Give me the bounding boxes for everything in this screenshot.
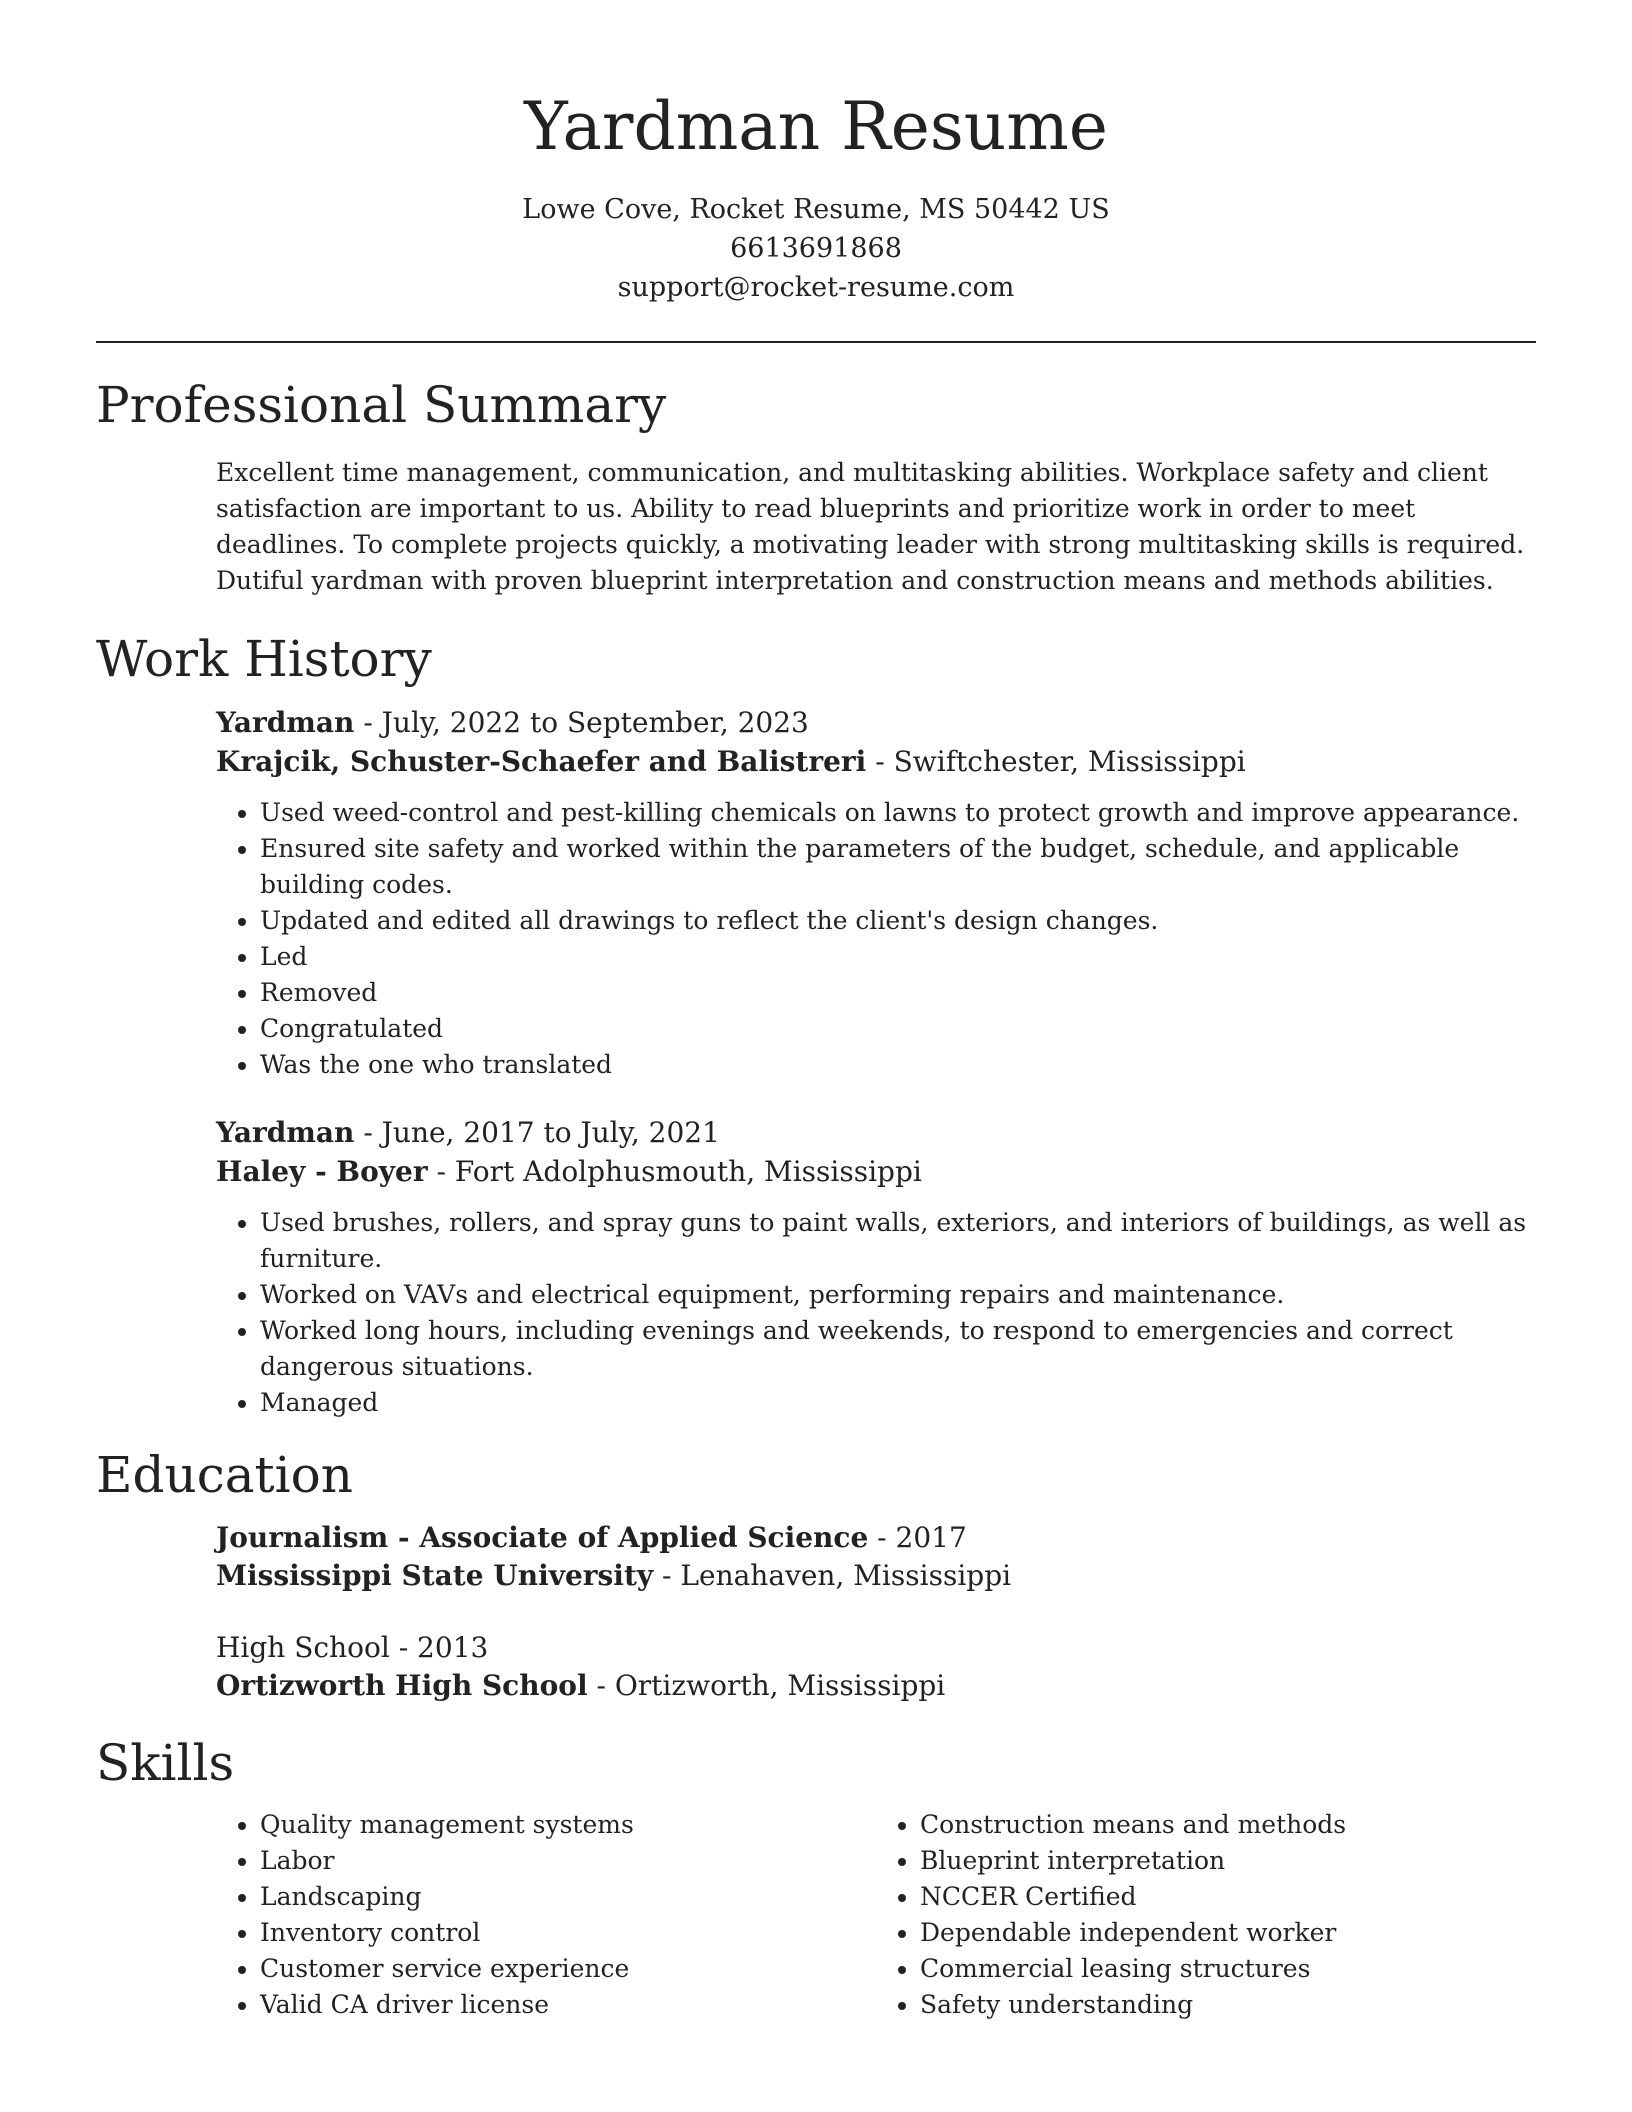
list-item: • Was the one who translated xyxy=(260,1047,1536,1083)
contact-info xyxy=(96,190,1536,307)
skills-list-left xyxy=(216,1807,876,2023)
work-history-section xyxy=(96,627,1536,1421)
education-degree-line xyxy=(216,1519,1536,1557)
education-degree-line xyxy=(216,1629,1536,1667)
list-item: • Commercial leasing structures xyxy=(920,1951,1536,1987)
skills-heading: Skills xyxy=(96,1734,235,1792)
education-location: - Lenahaven, Mississippi xyxy=(653,1559,1012,1592)
list-item: • Removed xyxy=(260,975,1536,1011)
list-item: • Used brushes, rollers, and spray guns to paint walls, exteriors, and interiors of buildings, as well as furniture. xyxy=(260,1205,1536,1277)
job-title: Yardman xyxy=(216,1116,355,1149)
list-item: • Used weed-control and pest-killing chemicals on lawns to protect growth and improve appearance. xyxy=(260,795,1536,831)
education-entry xyxy=(216,1629,1536,1705)
job-company-line xyxy=(216,742,1536,781)
work-history-heading: Work History xyxy=(96,630,432,688)
list-item: • Inventory control xyxy=(260,1915,876,1951)
list-item: • Worked long hours, including evenings and weekends, to respond to emergencies and correct dangerous situations. xyxy=(260,1313,1536,1385)
education-section xyxy=(96,1443,1536,1705)
job-company-line xyxy=(216,1152,1536,1191)
education-location: - Ortizworth, Mississippi xyxy=(587,1669,946,1702)
summary-text: Excellent time management, communication, and multitasking abilities. Workplace safety and client satisfaction are important to us. Ability to read blueprints and prioritize work in order to meet deadlines. To complete projects quickly, a motivating leader with strong multitasking skills is required. Dutiful yardman with proven blueprint interpretation and construction means and methods abilities. xyxy=(216,458,1525,595)
list-item: • Customer service experience xyxy=(260,1951,876,1987)
job-company: Haley - Boyer xyxy=(216,1155,428,1188)
list-item: • Led xyxy=(260,939,1536,975)
list-item: • Construction means and methods xyxy=(920,1807,1536,1843)
skills-list-right xyxy=(876,1807,1536,2023)
address: Lowe Cove, Rocket Resume, MS 50442 US xyxy=(522,194,1110,225)
skills-section xyxy=(96,1731,1536,2023)
job-location: - Fort Adolphusmouth, Mississippi xyxy=(427,1155,922,1188)
list-item: • Labor xyxy=(260,1843,876,1879)
job-entry xyxy=(216,1113,1536,1421)
list-item: • Managed xyxy=(260,1385,1536,1421)
education-heading: Education xyxy=(96,1446,353,1504)
job-bullets xyxy=(216,795,1536,1083)
job-company: Krajcik, Schuster-Schaefer and Balistreri xyxy=(216,745,867,778)
education-school-line xyxy=(216,1557,1536,1595)
list-item: • Ensured site safety and worked within the parameters of the budget, schedule, and applicable building codes. xyxy=(260,831,1536,903)
header-divider xyxy=(96,341,1536,343)
job-dates: - June, 2017 to July, 2021 xyxy=(354,1116,720,1149)
list-item: • Updated and edited all drawings to reflect the client's design changes. xyxy=(260,903,1536,939)
summary-section xyxy=(96,373,1536,599)
summary-heading: Professional Summary xyxy=(96,376,667,434)
education-year: - 2013 xyxy=(389,1631,489,1664)
education-year: - 2017 xyxy=(868,1521,967,1554)
job-title-line xyxy=(216,703,1536,742)
list-item: • Congratulated xyxy=(260,1011,1536,1047)
education-entry xyxy=(216,1519,1536,1595)
education-school: Mississippi State University xyxy=(216,1559,654,1592)
email: support@rocket-resume.com xyxy=(617,272,1015,303)
resume-header xyxy=(96,0,1536,307)
job-title: Yardman xyxy=(216,706,355,739)
education-degree: High School xyxy=(216,1631,390,1664)
job-entry xyxy=(216,703,1536,1083)
list-item: • Quality management systems xyxy=(260,1807,876,1843)
list-item: • Worked on VAVs and electrical equipment, performing repairs and maintenance. xyxy=(260,1277,1536,1313)
education-degree: Journalism - Associate of Applied Science xyxy=(216,1521,869,1554)
job-dates: - July, 2022 to September, 2023 xyxy=(354,706,809,739)
job-bullets xyxy=(216,1205,1536,1421)
list-item: • Dependable independent worker xyxy=(920,1915,1536,1951)
list-item: • Landscaping xyxy=(260,1879,876,1915)
job-title-line xyxy=(216,1113,1536,1152)
list-item: • Blueprint interpretation xyxy=(920,1843,1536,1879)
job-location: - Swiftchester, Mississippi xyxy=(866,745,1246,778)
list-item: • Safety understanding xyxy=(920,1987,1536,2023)
list-item: • NCCER Certified xyxy=(920,1879,1536,1915)
skills-columns xyxy=(216,1807,1536,2023)
list-item: • Valid CA driver license xyxy=(260,1987,876,2023)
resume-title: Yardman Resume xyxy=(524,88,1108,165)
education-school-line xyxy=(216,1667,1536,1705)
education-school: Ortizworth High School xyxy=(216,1669,588,1702)
phone: 6613691868 xyxy=(730,233,902,264)
